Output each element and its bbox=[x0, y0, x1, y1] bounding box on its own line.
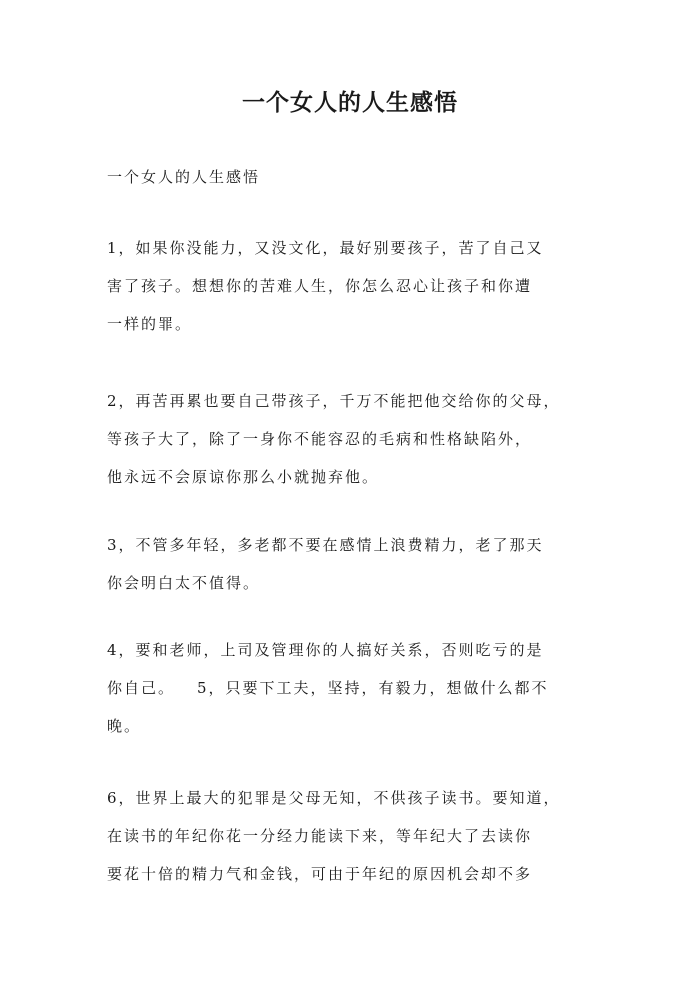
paragraph-line bbox=[107, 669, 607, 707]
paragraph-4-5 bbox=[107, 631, 607, 745]
paragraph-line: 晚。 bbox=[107, 717, 142, 735]
paragraph-fragment: 你自己。 bbox=[107, 679, 176, 697]
paragraph-line: 他永远不会原谅你那么小就抛弃他。 bbox=[107, 468, 380, 486]
paragraph-line: 1，如果你没能力，又没文化，最好别要孩子，苦了自己又 bbox=[107, 239, 544, 257]
paragraph-line: 你会明白太不值得。 bbox=[107, 574, 261, 592]
paragraph-fragment: 5，只要下工夫，坚持，有毅力，想做什么都不 bbox=[197, 679, 549, 697]
paragraph-line: 要花十倍的精力气和金钱，可由于年纪的原因机会却不多 bbox=[107, 865, 533, 883]
paragraph-line: 害了孩子。想想你的苦难人生，你怎么忍心让孩子和你遭 bbox=[107, 277, 533, 295]
paragraph-line: 3，不管多年轻，多老都不要在感情上浪费精力，老了那天 bbox=[107, 536, 544, 554]
document-subtitle: 一个女人的人生感悟 bbox=[107, 168, 261, 186]
paragraph-line: 2，再苦再累也要自己带孩子，千万不能把他交给你的父母， bbox=[107, 392, 561, 410]
paragraph-line: 一样的罪。 bbox=[107, 315, 193, 333]
paragraph-line: 等孩子大了，除了一身你不能容忍的毛病和性格缺陷外， bbox=[107, 430, 533, 448]
paragraph-line: 6，世界上最大的犯罪是父母无知，不供孩子读书。要知道， bbox=[107, 789, 561, 807]
page-title: 一个女人的人生感悟 bbox=[242, 89, 458, 116]
paragraph-3 bbox=[107, 526, 607, 602]
paragraph-2 bbox=[107, 382, 607, 496]
paragraph-line: 在读书的年纪你花一分经力能读下来，等年纪大了去读你 bbox=[107, 827, 533, 845]
paragraph-line: 4，要和老师，上司及管理你的人搞好关系，否则吃亏的是 bbox=[107, 641, 544, 659]
paragraph-1 bbox=[107, 229, 607, 343]
paragraph-6 bbox=[107, 779, 607, 893]
